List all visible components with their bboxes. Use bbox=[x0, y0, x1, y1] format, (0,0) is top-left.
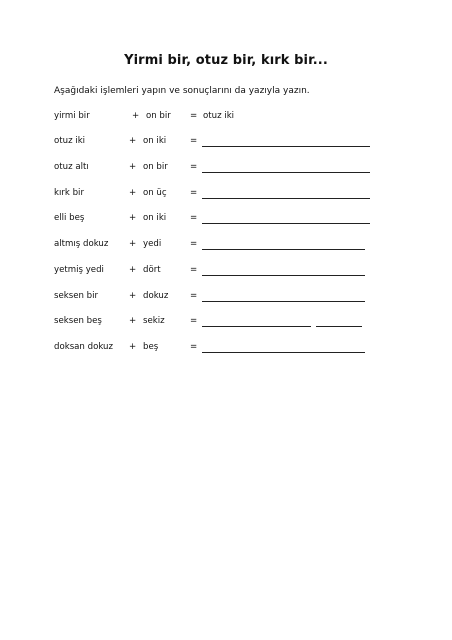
answer-text: otuz iki bbox=[203, 111, 235, 121]
equals-sign: = bbox=[190, 316, 198, 326]
exercise-row bbox=[0, 110, 452, 124]
plus-sign: + bbox=[129, 162, 137, 172]
plus-sign: + bbox=[129, 239, 137, 249]
second-operand: on üç bbox=[143, 188, 167, 198]
exercise-row bbox=[0, 238, 452, 252]
exercise-row bbox=[0, 161, 452, 175]
second-operand: beş bbox=[143, 342, 159, 352]
plus-sign: + bbox=[129, 265, 137, 275]
plus-sign: + bbox=[129, 188, 137, 198]
plus-sign: + bbox=[129, 213, 137, 223]
equals-sign: = bbox=[190, 188, 198, 198]
first-operand: seksen bir bbox=[54, 291, 99, 301]
exercise-row bbox=[0, 135, 452, 149]
answer-blank-line[interactable] bbox=[202, 301, 365, 302]
instruction-text: Aşağıdaki işlemleri yapın ve sonuçlarını da yazıyla yazın. bbox=[54, 86, 310, 96]
exercise-row bbox=[0, 264, 452, 278]
page-title: Yirmi bir, otuz bir, kırk bir... bbox=[124, 53, 328, 68]
second-operand: on iki bbox=[143, 213, 167, 223]
equals-sign: = bbox=[190, 111, 198, 121]
answer-blank-line[interactable] bbox=[202, 146, 370, 147]
equals-sign: = bbox=[190, 213, 198, 223]
first-operand: doksan dokuz bbox=[54, 342, 113, 352]
answer-blank-line[interactable] bbox=[202, 223, 370, 224]
answer-blank-line[interactable] bbox=[202, 249, 365, 250]
second-operand: on bir bbox=[146, 111, 171, 121]
plus-sign: + bbox=[132, 111, 140, 121]
equals-sign: = bbox=[190, 136, 198, 146]
equals-sign: = bbox=[190, 291, 198, 301]
answer-blank-line[interactable] bbox=[202, 172, 370, 173]
answer-blank-line[interactable] bbox=[202, 198, 370, 199]
exercise-row bbox=[0, 212, 452, 226]
first-operand: seksen beş bbox=[54, 316, 102, 326]
second-operand: on bir bbox=[143, 162, 168, 172]
first-operand: kırk bir bbox=[54, 188, 84, 198]
plus-sign: + bbox=[129, 342, 137, 352]
answer-blank-line[interactable] bbox=[202, 326, 311, 327]
answer-blank-line[interactable] bbox=[202, 352, 365, 353]
second-operand: on iki bbox=[143, 136, 167, 146]
second-operand: dokuz bbox=[143, 291, 169, 301]
plus-sign: + bbox=[129, 136, 137, 146]
first-operand: elli beş bbox=[54, 213, 85, 223]
equals-sign: = bbox=[190, 239, 198, 249]
exercise-row bbox=[0, 187, 452, 201]
equals-sign: = bbox=[190, 162, 198, 172]
first-operand: altmış dokuz bbox=[54, 239, 109, 249]
equals-sign: = bbox=[190, 342, 198, 352]
second-operand: sekiz bbox=[143, 316, 165, 326]
first-operand: yirmi bir bbox=[54, 111, 90, 121]
first-operand: yetmiş yedi bbox=[54, 265, 104, 275]
exercise-row bbox=[0, 341, 452, 355]
plus-sign: + bbox=[129, 316, 137, 326]
second-operand: dört bbox=[143, 265, 161, 275]
exercise-row bbox=[0, 315, 452, 329]
first-operand: otuz altı bbox=[54, 162, 89, 172]
plus-sign: + bbox=[129, 291, 137, 301]
first-operand: otuz iki bbox=[54, 136, 86, 146]
answer-blank-line[interactable] bbox=[316, 326, 362, 327]
second-operand: yedi bbox=[143, 239, 162, 249]
answer-blank-line[interactable] bbox=[202, 275, 365, 276]
exercise-row bbox=[0, 290, 452, 304]
equals-sign: = bbox=[190, 265, 198, 275]
